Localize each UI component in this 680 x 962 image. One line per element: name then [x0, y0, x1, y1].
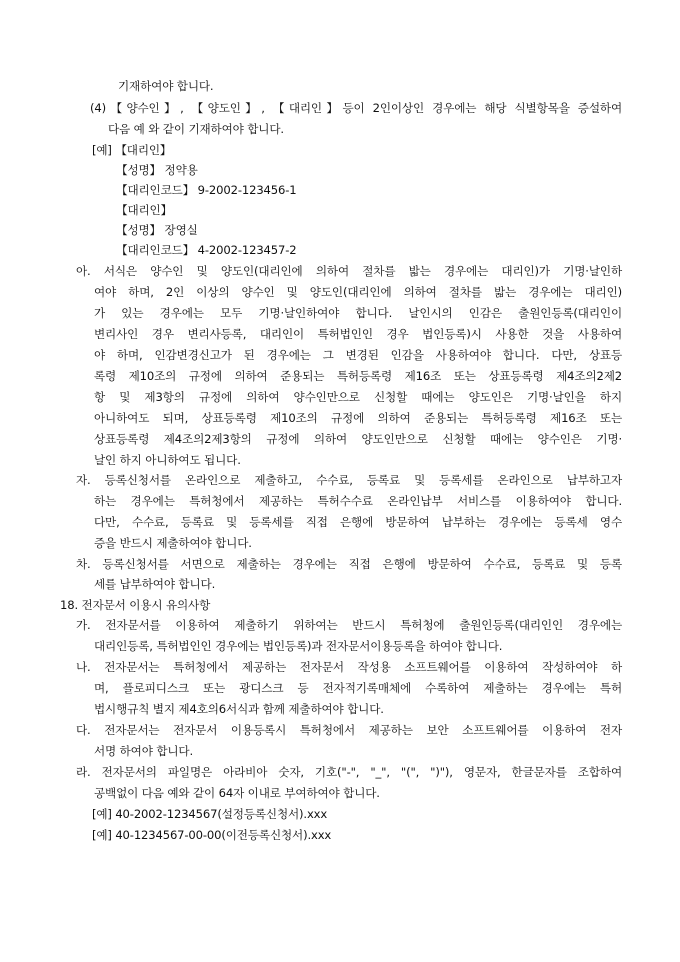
text-line: 다. 전자문서는 전자문서 이용등록시 특허청에서 제공하는 보안 소프트웨어를 이용하여 전자: [76, 723, 622, 737]
text-line: 라. 전자문서의 파일명은 아라비아 숫자, 기호("-", "_", "(", ")"), 영문자, 한글문자를 조합하여: [76, 765, 622, 779]
text-line: 항 및 제3항의 규정에 의하여 양수인만으로 신청할 때에는 양도인은 기명·날인을 하지: [94, 390, 622, 404]
text-line: 법시행규칙 별지 제4호의6서식과 함께 제출하여야 합니다.: [94, 702, 384, 716]
example-line: [예] 40-1234567-00-00(이전등록신청서).xxx: [92, 828, 332, 842]
text-line: 하는 경우에는 특허청에서 제공하는 특허수수료 온라인납부 서비스를 이용하여야 합니다.: [94, 494, 622, 508]
text-line: 아니하여도 되며, 상표등록령 제10조의 규정에 의하여 준용되는 특허등록령 제16조 또는: [94, 411, 622, 425]
text-line: 【대리인코드】 4-2002-123457-2: [116, 243, 297, 257]
text-line: 차. 등록신청서를 서면으로 제출하는 경우에는 직접 은행에 방문하여 수수료, 등록료 및 등록: [76, 557, 622, 571]
text-line: 날인 하지 아니하여도 됩니다.: [94, 453, 241, 467]
text-line: 공백없이 다음 예와 같이 64자 이내로 부여하여야 합니다.: [94, 786, 380, 800]
text-line: 【대리인코드】 9-2002-123456-1: [116, 183, 297, 197]
section-heading: 18. 전자문서 이용시 유의사항: [60, 598, 211, 612]
example-line: [예] 40-2002-1234567(설정등록신청서).xxx: [92, 807, 328, 821]
text-line: 야 하며, 인감변경신고가 된 경우에는 그 변경된 인감을 사용하여야 합니다. 다만, 상표등: [94, 348, 622, 362]
text-line: 자. 등록신청서를 온라인으로 제출하고, 수수료, 등록료 및 등록세를 온라인으로 납부하고자: [76, 473, 622, 487]
text-line: (4)【양수인】, 【양도인】, 【대리인】등이 2인이상인 경우에는 해당 식별항목을 증설하여: [90, 101, 622, 115]
text-line: 다음 예 와 같이 기재하여야 합니다.: [108, 122, 284, 136]
text-line: 증을 반드시 제출하여야 합니다.: [94, 536, 252, 550]
text-line: 기재하여야 합니다.: [118, 79, 214, 93]
text-line: 여야 하며, 2인 이상의 양수인 및 양도인(대리인에 의하여 절차를 밟는 경우에는 대리인): [94, 285, 622, 299]
text-line: 서명 하여야 합니다.: [94, 744, 194, 758]
text-line: 세를 납부하여야 합니다.: [94, 577, 216, 591]
text-line: 아. 서식은 양수인 및 양도인(대리인에 의하여 절차를 밟는 경우에는 대리인)가 기명·날인하: [76, 264, 622, 278]
text-line: 가. 전자문서를 이용하여 제출하기 위하여는 반드시 특허청에 출원인등록(대리인인 경우에는: [76, 618, 622, 632]
text-line: 【대리인】: [116, 203, 173, 217]
text-line: 록령 제10조의 규정에 의하여 준용되는 특허등록령 제16조 또는 상표등록령 제4조의2제2: [94, 369, 622, 383]
text-line: 다만, 수수료, 등록료 및 등록세를 직접 은행에 방문하여 납부하는 경우에는 등록세 영수: [94, 515, 622, 529]
text-line: 【성명】 장영실: [116, 223, 198, 237]
text-line: 며, 플로피디스크 또는 광디스크 등 전자적기록매체에 수록하여 제출하는 경우에는 특허: [94, 681, 622, 695]
text-line: 상표등록령 제4조의2제3항의 규정에 의하여 양도인만으로 신청할 때에는 양수인은 기명·: [94, 432, 622, 446]
text-line: 변리사인 경우 변리사등록, 대리인이 특허법인인 경우 법인등록)시 사용한 것을 사용하여: [94, 327, 622, 341]
text-line: [예] 【대리인】: [92, 143, 172, 157]
text-line: 대리인등록, 특허법인인 경우에는 법인등록)과 전자문서이용등록을 하여야 합니다.: [94, 639, 503, 653]
text-line: 가 있는 경우에는 모두 기명·날인하여야 합니다. 날인시의 인감은 출원인등록(대리인이: [94, 306, 622, 320]
text-line: 【성명】 정약용: [116, 163, 198, 177]
text-line: 나. 전자문서는 특허청에서 제공하는 전자문서 작성용 소프트웨어를 이용하여 작성하여야 하: [76, 660, 622, 674]
